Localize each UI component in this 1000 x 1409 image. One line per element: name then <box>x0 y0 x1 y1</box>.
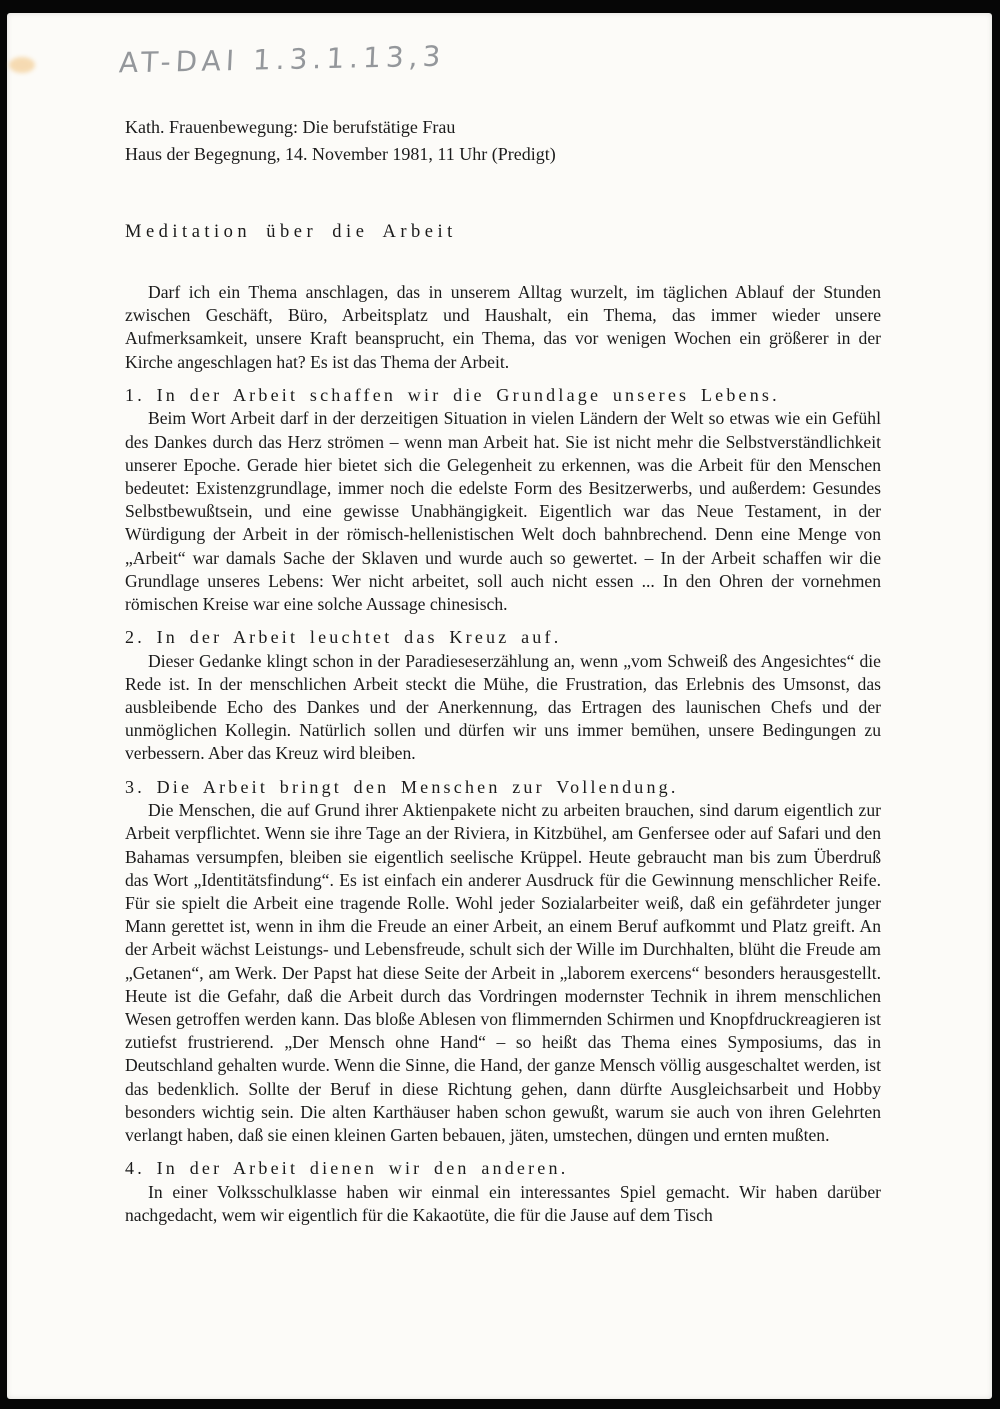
section-4-body: In einer Volksschulklasse haben wir einmal ein interessantes Spiel gemacht. Wir haben darüber nachgedacht, wem wir eigentlich für die Kakaotüte, die für die Jause auf dem Tisch <box>125 1181 881 1225</box>
header-line-2: Haus der Begegnung, 14. November 1981, 11 Uhr (Predigt) <box>125 144 556 164</box>
document-header <box>125 13 881 168</box>
margin-smudge <box>9 57 35 73</box>
section-1-heading: 1. In der Arbeit schaffen wir die Grundlage unseres Lebens. <box>125 384 780 405</box>
section-4 <box>125 1157 881 1227</box>
section-2-body: Dieser Gedanke klingt schon in der Paradieseserzählung an, wenn „vom Schweiß des Angesichtes“ die Rede ist. In der menschlichen Arbeit steckt die Mühe, die Frustration, das Erlebnis des Umsonst, das ausbleibende Echo des Dankes und der Anerkennung, das Ertragen des launischen Chefs und der unmöglichen Kollegin. Natürlich sollen und dürfen wir uns immer bemühen, unsere Bedingungen zu verbessern. Aber das Kreuz wird bleiben. <box>125 650 881 764</box>
section-1-body: Beim Wort Arbeit darf in der derzeitigen Situation in vielen Ländern der Welt so etwas wie ein Gefühl des Dankes durch das Herz strömen – wenn man Arbeit hat. Sie ist nicht mehr die Selbstverständlichkeit unserer Epoche. Gerade hier bietet sich die Gelegenheit zu erkennen, was die Arbeit für den Menschen bedeutet: Existenzgrundlage, immer noch die edelste Form des Besitzerwerbs, und außerdem: Gesundes Selbstbewußtsein, und eine gewisse Unabhängigkeit. Eigentlich war das Neue Testament, in der Würdigung der Arbeit in der römisch-hellenistischen Welt doch bahnbrechend. Denn eine Menge von „Arbeit“ war damals Sache der Sklaven und wurde auch so gewertet. – In der Arbeit schaffen wir die Grundlage unseres Lebens: Wer nicht arbeitet, soll auch nicht essen ... In den Ohren der vornehmen römischen Kreise war eine solche Aussage chinesisch. <box>125 408 881 614</box>
section-3 <box>125 776 881 1148</box>
intro-paragraph: Darf ich ein Thema anschlagen, das in unserem Alltag wurzelt, im täglichen Ablauf der Stunden zwischen Geschäft, Büro, Arbeitsplatz und Haushalt, ein Thema, das immer wieder unsere Aufmerksamkeit, unsere Kraft beansprucht, ein Thema, das vor wenigen Wochen ein größerer in der Kirche angeschlagen hat? Es ist das Thema der Arbeit. <box>125 282 881 372</box>
section-3-heading: 3. Die Arbeit bringt den Menschen zur Vollendung. <box>125 776 679 797</box>
section-2-heading: 2. In der Arbeit leuchtet das Kreuz auf. <box>125 627 562 648</box>
header-line-1: Kath. Frauenbewegung: Die berufstätige Frau <box>125 117 456 137</box>
section-4-heading: 4. In der Arbeit dienen wir den anderen. <box>125 1158 569 1179</box>
archival-reference-annotation: AT-DAI 1.3.1.13,3 <box>118 39 447 80</box>
section-3-body: Die Menschen, die auf Grund ihrer Aktienpakete nicht zu arbeiten brauchen, sind darum eigentlich zur Arbeit verpflichtet. Wenn sie ihre Tage an der Riviera, in Kitzbühel, am Genfersee oder auf Safari und den Bahamas versumpfen, bleiben sie eigentlich seelische Krüppel. Heute gebraucht man bis zum Überdruß das Wort „Identitätsfindung“. Es ist einfach ein anderer Ausdruck für die Gewinnung menschlicher Reife. Für sie spielt die Arbeit eine tragende Rolle. Wohl jeder Sozialarbeiter weiß, daß ein gefährdeter junger Mann gerettet ist, wenn in ihm die Freude an einer Arbeit, an einem Beruf aufkommt und Platz greift. An der Arbeit wächst Leistungs- und Lebensfreude, schult sich der Wille im Durchhalten, blüht die Freude am „Getanen“, am Werk. Der Papst hat diese Seite der Arbeit in „laborem exercens“ besonders herausgestellt. Heute ist die Gefahr, daß die Arbeit durch das Vordringen modernster Technik in ihrem menschlichen Wesen getroffen werden kann. Das bloße Ablesen von flimmernden Schirmen und Knopfdruckreagieren ist zutiefst frustrierend. „Der Mensch ohne Hand“ – so heißt das Thema eines Symposiums, das in Deutschland gehalten wurde. Wenn die Sinne, die Hand, der ganze Mensch völlig ausgeschaltet werden, ist das bedenklich. Sollte der Beruf in diese Richtung gehen, dann dürfte Ausgleichsarbeit und Hobby besonders wichtig sein. Die alten Karthäuser haben schon gewußt, warum sie auch von ihren Gelehrten verlangt haben, daß sie einen kleinen Garten bebauen, jäten, umstechen, düngen und ernten mußten. <box>125 800 881 1145</box>
document-content <box>7 13 992 1227</box>
section-2 <box>125 626 881 766</box>
section-1 <box>125 384 881 616</box>
document-page <box>7 13 992 1399</box>
document-title: Meditation über die Arbeit <box>125 222 457 242</box>
